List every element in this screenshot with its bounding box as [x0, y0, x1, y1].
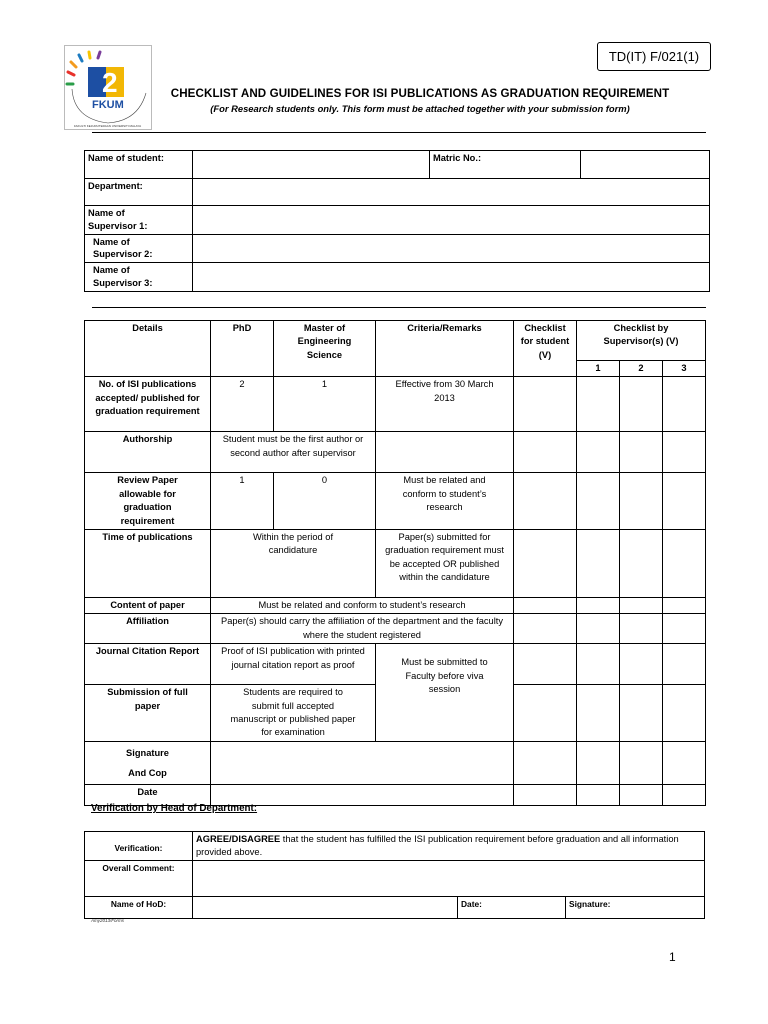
review-master-value: 0 — [274, 473, 376, 530]
isi-publications-label: No. of ISI publications accepted/ published for graduation requirement — [85, 377, 211, 432]
content-text: Must be related and conform to student’s research — [211, 598, 514, 614]
check-sup2-review[interactable] — [620, 473, 663, 530]
header-checklist-supervisor: Checklist by Supervisor(s) (V) — [577, 321, 706, 361]
check-sup1-fullpaper[interactable] — [577, 685, 620, 742]
date-sup2[interactable] — [620, 784, 663, 805]
verification-label: Verification: — [85, 832, 193, 861]
check-sup3-review[interactable] — [663, 473, 706, 530]
overall-comment-field[interactable] — [193, 861, 705, 897]
check-sup2-authorship[interactable] — [620, 432, 663, 473]
header-checklist-student: Checklist for student (V) — [514, 321, 577, 377]
review-phd-value: 1 — [211, 473, 274, 530]
faculty-logo — [64, 45, 152, 130]
check-sup2-fullpaper[interactable] — [620, 685, 663, 742]
affiliation-label: Affiliation — [85, 614, 211, 644]
page-number: 1 — [669, 950, 676, 964]
check-student-authorship[interactable] — [514, 432, 577, 473]
header-criteria: Criteria/Remarks — [376, 321, 514, 377]
time-publications-label: Time of publications — [85, 530, 211, 598]
check-sup2-content[interactable] — [620, 598, 663, 614]
check-student-fullpaper[interactable] — [514, 685, 577, 742]
signature-field-details[interactable] — [211, 741, 514, 784]
supervisor2-field[interactable] — [193, 234, 710, 263]
check-sup1-time[interactable] — [577, 530, 620, 598]
supervisor3-label: Name of Supervisor 3: — [85, 263, 193, 292]
check-student-affiliation[interactable] — [514, 614, 577, 644]
supervisor1-field[interactable] — [193, 206, 710, 235]
isi-remark: Effective from 30 March 2013 — [376, 377, 514, 432]
check-sup3-isi[interactable] — [663, 377, 706, 432]
check-sup3-authorship[interactable] — [663, 432, 706, 473]
check-sup1-review[interactable] — [577, 473, 620, 530]
form-stamp: Amy2013/Forms — [91, 918, 125, 923]
affiliation-text: Paper(s) should carry the affiliation of the department and the faculty where the student registered — [211, 614, 514, 644]
supervisor3-field[interactable] — [193, 263, 710, 292]
hod-date-label: Date: — [461, 899, 482, 909]
department-label: Department: — [85, 179, 193, 206]
verification-statement: AGREE/DISAGREE that the student has fulfilled the ISI publication requirement before graduation and all information provided above. — [193, 832, 705, 861]
journal-citation-label: Journal Citation Report — [85, 644, 211, 685]
check-sup1-affiliation[interactable] — [577, 614, 620, 644]
date-student[interactable] — [514, 784, 577, 805]
student-info-table — [84, 150, 710, 292]
form-subtitle: (For Research students only. This form must be attached together with your submission form) — [210, 103, 630, 114]
check-sup2-time[interactable] — [620, 530, 663, 598]
date-sup1[interactable] — [577, 784, 620, 805]
time-remark: Paper(s) submitted for graduation requirement must be accepted OR published within the candidature — [376, 530, 514, 598]
header-supervisor-2: 2 — [620, 361, 663, 377]
supervisor1-label: Name of Supervisor 1: — [85, 206, 193, 235]
submission-remark: Must be submitted to Faculty before viva session — [376, 644, 514, 742]
divider-line — [92, 307, 706, 308]
full-paper-label: Submission of full paper — [85, 685, 211, 742]
signature-sup2[interactable] — [620, 741, 663, 784]
svg-text:FAKULTI KEJURUTERAAN UNIVERSIT: FAKULTI KEJURUTERAAN UNIVERSITI MALAYA — [74, 124, 142, 128]
check-sup1-isi[interactable] — [577, 377, 620, 432]
authorship-text: Student must be the first author or second author after supervisor — [211, 432, 376, 473]
verification-table — [84, 831, 705, 919]
check-sup3-jcr[interactable] — [663, 644, 706, 685]
signature-cop-label: Signature And Cop — [85, 741, 211, 784]
matric-no-label: Matric No.: — [430, 151, 581, 179]
check-sup3-fullpaper[interactable] — [663, 685, 706, 742]
department-field[interactable] — [193, 179, 710, 206]
check-sup1-jcr[interactable] — [577, 644, 620, 685]
full-paper-text: Students are required to submit full accepted manuscript or published paper for examination — [211, 685, 376, 742]
signature-sup1[interactable] — [577, 741, 620, 784]
check-sup1-content[interactable] — [577, 598, 620, 614]
date-label: Date — [85, 784, 211, 805]
authorship-label: Authorship — [85, 432, 211, 473]
date-sup3[interactable] — [663, 784, 706, 805]
header-phd: PhD — [211, 321, 274, 377]
supervisor2-label: Name of Supervisor 2: — [85, 234, 193, 263]
student-name-label: Name of student: — [85, 151, 193, 179]
check-sup2-affiliation[interactable] — [620, 614, 663, 644]
check-student-content[interactable] — [514, 598, 577, 614]
content-paper-label: Content of paper — [85, 598, 211, 614]
svg-text:FKUM: FKUM — [92, 99, 124, 111]
checklist-table — [84, 320, 706, 806]
header-supervisor-1: 1 — [577, 361, 620, 377]
svg-text:2: 2 — [102, 67, 118, 98]
matric-no-field[interactable] — [581, 151, 710, 179]
hod-name-field[interactable] — [193, 897, 458, 919]
header-master: Master of Engineering Science — [274, 321, 376, 377]
check-sup3-content[interactable] — [663, 598, 706, 614]
hod-date-field[interactable] — [458, 897, 566, 919]
check-student-review[interactable] — [514, 473, 577, 530]
signature-student[interactable] — [514, 741, 577, 784]
check-sup1-authorship[interactable] — [577, 432, 620, 473]
hod-signature-label: Signature: — [569, 899, 611, 909]
review-paper-label: Review Paper allowable for graduation requirement — [85, 473, 211, 530]
time-text: Within the period of candidature — [211, 530, 376, 598]
header-details: Details — [85, 321, 211, 377]
review-remark: Must be related and conform to student’s research — [376, 473, 514, 530]
signature-sup3[interactable] — [663, 741, 706, 784]
agree-disagree-text[interactable]: AGREE/DISAGREE — [196, 834, 281, 844]
check-sup2-isi[interactable] — [620, 377, 663, 432]
check-sup3-time[interactable] — [663, 530, 706, 598]
check-sup3-affiliation[interactable] — [663, 614, 706, 644]
form-title: CHECKLIST AND GUIDELINES FOR ISI PUBLICATIONS AS GRADUATION REQUIREMENT — [170, 87, 670, 100]
divider-line — [92, 132, 706, 133]
hod-signature-field[interactable] — [566, 897, 705, 919]
authorship-remark — [376, 432, 514, 473]
hod-name-label: Name of HoD: — [85, 897, 193, 919]
header-supervisor-3: 3 — [663, 361, 706, 377]
check-sup2-jcr[interactable] — [620, 644, 663, 685]
check-student-isi[interactable] — [514, 377, 577, 432]
journal-citation-text: Proof of ISI publication with printed journal citation report as proof — [211, 644, 376, 685]
form-code-box: TD(IT) F/021(1) — [597, 42, 711, 71]
verification-heading: Verification by Head of Department: — [91, 803, 258, 814]
overall-comment-label: Overall Comment: — [85, 861, 193, 897]
student-name-field[interactable] — [193, 151, 430, 179]
isi-phd-value: 2 — [211, 377, 274, 432]
check-student-jcr[interactable] — [514, 644, 577, 685]
isi-master-value: 1 — [274, 377, 376, 432]
check-student-time[interactable] — [514, 530, 577, 598]
